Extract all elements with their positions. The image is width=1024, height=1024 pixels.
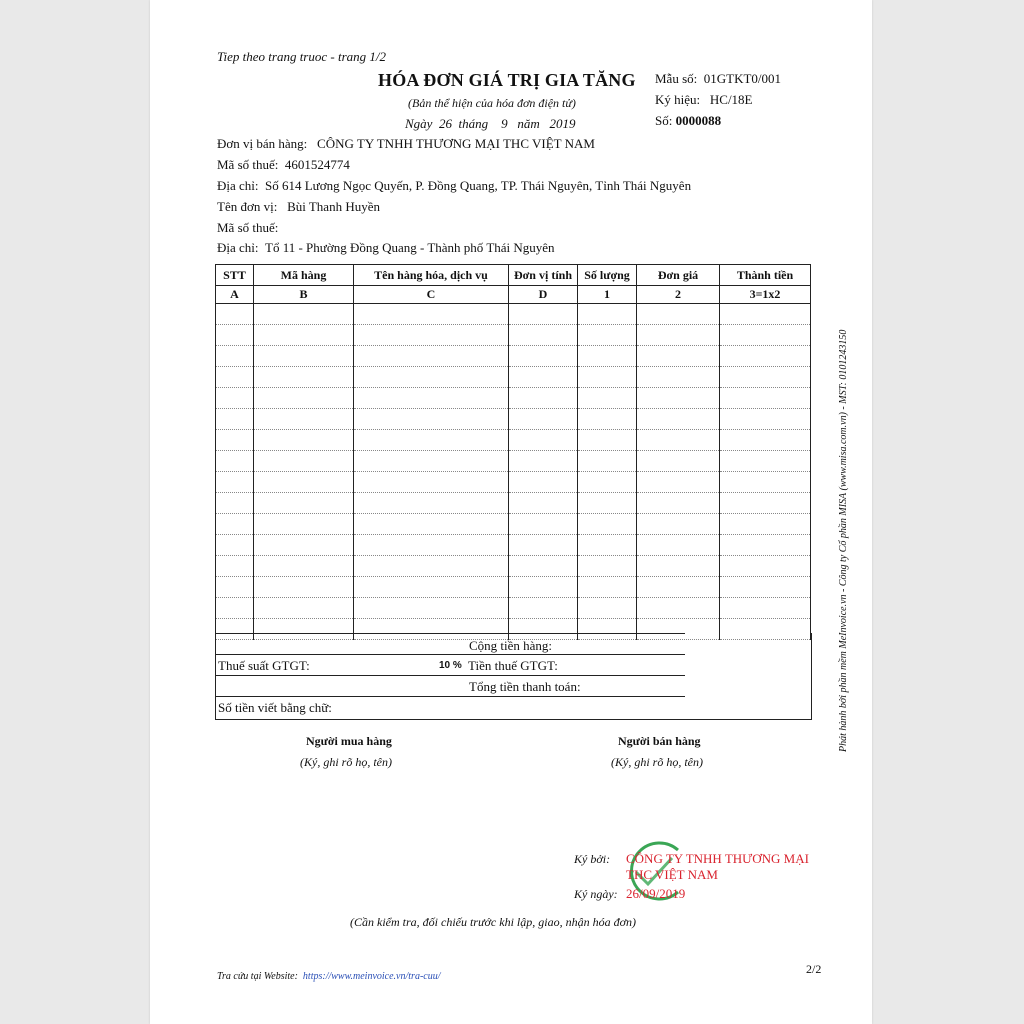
col-code: C	[354, 286, 509, 304]
table-cell	[509, 535, 578, 556]
table-cell	[216, 535, 254, 556]
seller-signature-title: Người bán hàng	[618, 734, 701, 748]
table-cell	[720, 325, 811, 346]
buyer-address-row	[217, 240, 555, 256]
table-cell	[720, 346, 811, 367]
seller-name: CÔNG TY TNHH THƯƠNG MẠI THC VIỆT NAM	[317, 136, 595, 151]
seller-address-label: Địa chỉ:	[217, 178, 259, 193]
table-cell	[354, 598, 509, 619]
table-cell	[254, 598, 354, 619]
form-label: Mẫu số:	[655, 71, 698, 86]
table-cell	[720, 577, 811, 598]
table-cell	[637, 514, 720, 535]
table-cell	[509, 451, 578, 472]
table-cell	[254, 388, 354, 409]
totals-divider	[215, 696, 685, 697]
table-cell	[637, 409, 720, 430]
table-cell	[254, 325, 354, 346]
table-cell	[254, 430, 354, 451]
table-cell	[720, 556, 811, 577]
seller-tax-label: Mã số thuế:	[217, 157, 279, 172]
table-cell	[509, 346, 578, 367]
table-cell	[254, 451, 354, 472]
table-row	[216, 409, 811, 430]
table-cell	[637, 388, 720, 409]
vat-rate-label: Thuế suất GTGT:	[218, 658, 310, 673]
seller-address-row	[217, 178, 691, 194]
col-header: Đơn giá	[637, 265, 720, 286]
col-code: A	[216, 286, 254, 304]
table-cell	[637, 304, 720, 325]
col-code: 2	[637, 286, 720, 304]
buyer-tax-row	[217, 220, 278, 236]
seller-signature-note: (Ký, ghi rõ họ, tên)	[611, 755, 703, 769]
date-year-label: năm	[517, 116, 540, 131]
table-cell	[637, 598, 720, 619]
items-table	[215, 264, 811, 640]
col-header: Tên hàng hóa, dịch vụ	[354, 265, 509, 286]
table-cell	[354, 304, 509, 325]
table-cell	[216, 409, 254, 430]
col-code: 1	[578, 286, 637, 304]
table-cell	[254, 514, 354, 535]
table-cell	[216, 472, 254, 493]
buyer-signature-title: Người mua hàng	[306, 734, 392, 748]
col-code: D	[509, 286, 578, 304]
table-cell	[509, 598, 578, 619]
table-cell	[509, 493, 578, 514]
invoice-number	[655, 113, 721, 129]
invoice-date	[405, 116, 575, 132]
table-cell	[578, 472, 637, 493]
totals-divider	[215, 633, 685, 634]
lookup-label: Tra cứu tại Website:	[217, 971, 298, 982]
invoice-subtitle: (Bản thể hiện của hóa đơn điện tử)	[408, 96, 576, 110]
table-cell	[216, 388, 254, 409]
col-code: B	[254, 286, 354, 304]
form-value: 01GTKT0/001	[703, 71, 782, 86]
table-cell	[254, 535, 354, 556]
table-code-row	[216, 286, 811, 304]
table-cell	[637, 535, 720, 556]
vat-amount-label: Tiền thuế GTGT:	[468, 658, 558, 673]
seller-address: Số 614 Lương Ngọc Quyến, P. Đồng Quang, TP. Thái Nguyên, Tỉnh Thái Nguyên	[265, 178, 692, 193]
table-cell	[578, 388, 637, 409]
vat-rate: 10 %	[439, 660, 462, 671]
date-month: 9	[501, 116, 508, 131]
lookup-link[interactable]: https://www.meinvoice.vn/tra-cuu/	[302, 971, 441, 982]
table-cell	[720, 367, 811, 388]
table-cell	[354, 388, 509, 409]
table-cell	[354, 367, 509, 388]
col-header: STT	[216, 265, 254, 286]
seller-name-row	[217, 136, 595, 152]
table-cell	[578, 430, 637, 451]
table-row	[216, 535, 811, 556]
table-cell	[354, 577, 509, 598]
table-cell	[216, 451, 254, 472]
table-cell	[578, 304, 637, 325]
table-cell	[216, 556, 254, 577]
buyer-name-row	[217, 199, 380, 215]
table-cell	[720, 598, 811, 619]
table-cell	[509, 367, 578, 388]
buyer-address: Tổ 11 - Phường Đồng Quang - Thành phố Thái Nguyên	[265, 240, 555, 255]
table-row	[216, 472, 811, 493]
grand-total-label: Tổng tiền thanh toán:	[469, 679, 581, 694]
table-cell	[637, 577, 720, 598]
signed-by-line1: CÔNG TY TNHH THƯƠNG MẠI	[626, 851, 809, 866]
table-cell	[578, 514, 637, 535]
table-cell	[216, 304, 254, 325]
table-row	[216, 430, 811, 451]
table-cell	[354, 472, 509, 493]
table-cell	[637, 556, 720, 577]
col-header: Mã hàng	[254, 265, 354, 286]
table-cell	[254, 346, 354, 367]
table-cell	[509, 325, 578, 346]
table-header-row	[216, 265, 811, 286]
signed-by-label: Ký bởi:	[574, 852, 611, 866]
seller-name-label: Đơn vị bán hàng:	[217, 136, 308, 151]
table-cell	[509, 304, 578, 325]
table-cell	[637, 367, 720, 388]
table-cell	[509, 472, 578, 493]
signed-date: 26/09/2019	[626, 886, 686, 901]
table-cell	[254, 367, 354, 388]
table-cell	[254, 304, 354, 325]
table-cell	[354, 409, 509, 430]
table-cell	[720, 430, 811, 451]
totals-divider	[215, 654, 685, 655]
table-cell	[216, 493, 254, 514]
table-cell	[509, 409, 578, 430]
table-cell	[637, 325, 720, 346]
col-code: 3=1x2	[720, 286, 811, 304]
table-cell	[578, 577, 637, 598]
continuation-note: Tiep theo trang truoc - trang 1/2	[217, 49, 386, 64]
table-cell	[578, 367, 637, 388]
buyer-name: Bùi Thanh Huyền	[287, 199, 380, 214]
table-cell	[216, 367, 254, 388]
signed-date-label: Ký ngày:	[574, 887, 618, 901]
table-cell	[509, 556, 578, 577]
table-cell	[578, 493, 637, 514]
table-cell	[720, 514, 811, 535]
buyer-name-label: Tên đơn vị:	[217, 199, 278, 214]
seller-tax-row	[217, 157, 350, 173]
table-row	[216, 451, 811, 472]
lookup-row	[217, 971, 441, 982]
table-cell	[354, 556, 509, 577]
table-cell	[720, 451, 811, 472]
table-cell	[216, 430, 254, 451]
table-cell	[216, 598, 254, 619]
number-label: Số:	[655, 113, 673, 128]
side-publisher-note: Phát hành bởi phần mềm MeInvoice.vn - Công ty Cổ phần MISA (www.misa.com.vn) - MST: 0101243150	[838, 329, 849, 752]
table-cell	[637, 430, 720, 451]
table-cell	[637, 493, 720, 514]
date-day-label: Ngày	[405, 116, 433, 131]
table-cell	[216, 325, 254, 346]
table-row	[216, 577, 811, 598]
table-row	[216, 556, 811, 577]
date-year: 2019	[549, 116, 576, 131]
table-cell	[578, 346, 637, 367]
table-cell	[720, 493, 811, 514]
subtotal-label: Cộng tiền hàng:	[469, 638, 553, 653]
table-row	[216, 388, 811, 409]
col-header: Số lượng	[578, 265, 637, 286]
table-cell	[720, 409, 811, 430]
table-body	[216, 304, 811, 640]
table-cell	[578, 556, 637, 577]
table-cell	[578, 535, 637, 556]
table-cell	[637, 472, 720, 493]
date-day: 26	[438, 116, 452, 131]
table-cell	[578, 451, 637, 472]
totals-divider	[215, 675, 685, 676]
buyer-tax-label: Mã số thuế:	[217, 220, 279, 235]
table-cell	[254, 472, 354, 493]
amount-in-words-label: Số tiền viết bằng chữ:	[218, 700, 332, 715]
table-cell	[354, 325, 509, 346]
table-cell	[254, 577, 354, 598]
table-cell	[509, 514, 578, 535]
table-cell	[720, 535, 811, 556]
table-cell	[216, 346, 254, 367]
table-cell	[637, 451, 720, 472]
symbol-label: Ký hiệu:	[655, 92, 701, 107]
table-cell	[254, 409, 354, 430]
seller-tax: 4601524774	[284, 157, 350, 172]
table-cell	[354, 430, 509, 451]
table-row	[216, 325, 811, 346]
invoice-title: HÓA ĐƠN GIÁ TRỊ GIA TĂNG	[378, 70, 636, 90]
table-cell	[509, 388, 578, 409]
table-cell	[354, 535, 509, 556]
table-cell	[254, 493, 354, 514]
table-cell	[254, 556, 354, 577]
table-row	[216, 493, 811, 514]
form-number	[655, 71, 781, 87]
table-cell	[637, 346, 720, 367]
number-value: 0000088	[675, 113, 722, 128]
table-row	[216, 514, 811, 535]
symbol-value: HC/18E	[709, 92, 753, 107]
signed-by-line2: THC VIỆT NAM	[626, 867, 718, 882]
check-note: (Cần kiểm tra, đối chiếu trước khi lập, giao, nhận hóa đơn)	[350, 915, 636, 929]
table-cell	[578, 409, 637, 430]
table-cell	[354, 514, 509, 535]
table-cell	[354, 451, 509, 472]
symbol	[655, 92, 753, 108]
table-cell	[578, 325, 637, 346]
table-cell	[216, 577, 254, 598]
table-cell	[354, 493, 509, 514]
date-month-label: tháng	[458, 116, 489, 131]
page-number: 2/2	[806, 962, 822, 976]
table-row	[216, 598, 811, 619]
table-cell	[354, 346, 509, 367]
table-row	[216, 346, 811, 367]
table-row	[216, 304, 811, 325]
col-header: Đơn vị tính	[509, 265, 578, 286]
buyer-signature-note: (Ký, ghi rõ họ, tên)	[300, 755, 392, 769]
table-row	[216, 367, 811, 388]
table-cell	[509, 430, 578, 451]
table-cell	[578, 598, 637, 619]
table-cell	[509, 577, 578, 598]
col-header: Thành tiền	[720, 265, 811, 286]
table-cell	[720, 304, 811, 325]
buyer-address-label: Địa chỉ:	[217, 240, 259, 255]
table-cell	[720, 472, 811, 493]
table-cell	[720, 388, 811, 409]
table-cell	[216, 514, 254, 535]
